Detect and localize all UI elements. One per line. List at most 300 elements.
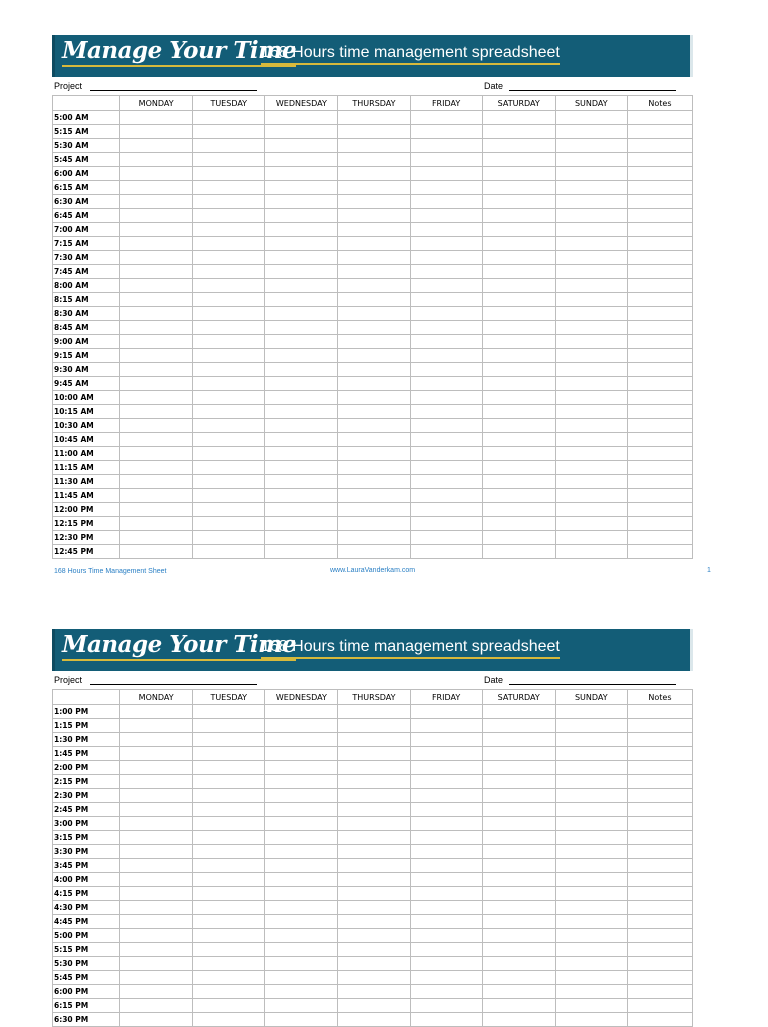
schedule-cell[interactable] [410, 433, 482, 447]
schedule-cell[interactable] [265, 153, 338, 167]
schedule-cell[interactable] [410, 209, 482, 223]
schedule-cell[interactable] [338, 887, 410, 901]
schedule-cell[interactable] [627, 733, 692, 747]
schedule-cell[interactable] [265, 887, 338, 901]
schedule-cell[interactable] [265, 859, 338, 873]
schedule-cell[interactable] [555, 719, 627, 733]
schedule-cell[interactable] [120, 929, 193, 943]
schedule-cell[interactable] [410, 349, 482, 363]
schedule-cell[interactable] [555, 761, 627, 775]
schedule-cell[interactable] [482, 985, 555, 999]
schedule-cell[interactable] [338, 391, 410, 405]
schedule-cell[interactable] [410, 789, 482, 803]
schedule-cell[interactable] [555, 167, 627, 181]
schedule-cell[interactable] [338, 279, 410, 293]
schedule-cell[interactable] [482, 517, 555, 531]
schedule-cell[interactable] [482, 545, 555, 559]
schedule-cell[interactable] [120, 321, 193, 335]
schedule-cell[interactable] [482, 489, 555, 503]
schedule-cell[interactable] [555, 377, 627, 391]
schedule-cell[interactable] [338, 195, 410, 209]
schedule-cell[interactable] [193, 803, 265, 817]
schedule-cell[interactable] [193, 237, 265, 251]
schedule-cell[interactable] [627, 419, 692, 433]
schedule-cell[interactable] [555, 517, 627, 531]
schedule-cell[interactable] [193, 363, 265, 377]
schedule-cell[interactable] [120, 1013, 193, 1027]
schedule-cell[interactable] [410, 279, 482, 293]
schedule-cell[interactable] [120, 125, 193, 139]
schedule-cell[interactable] [627, 747, 692, 761]
schedule-cell[interactable] [555, 817, 627, 831]
schedule-cell[interactable] [555, 433, 627, 447]
schedule-cell[interactable] [482, 209, 555, 223]
schedule-cell[interactable] [265, 405, 338, 419]
schedule-cell[interactable] [193, 971, 265, 985]
schedule-cell[interactable] [120, 251, 193, 265]
schedule-cell[interactable] [193, 747, 265, 761]
schedule-cell[interactable] [338, 139, 410, 153]
schedule-cell[interactable] [193, 475, 265, 489]
schedule-cell[interactable] [410, 475, 482, 489]
schedule-cell[interactable] [482, 943, 555, 957]
schedule-cell[interactable] [193, 545, 265, 559]
schedule-cell[interactable] [555, 363, 627, 377]
schedule-cell[interactable] [627, 957, 692, 971]
schedule-cell[interactable] [627, 251, 692, 265]
schedule-cell[interactable] [627, 335, 692, 349]
schedule-cell[interactable] [193, 943, 265, 957]
schedule-cell[interactable] [555, 545, 627, 559]
schedule-cell[interactable] [555, 237, 627, 251]
schedule-cell[interactable] [410, 531, 482, 545]
schedule-cell[interactable] [627, 971, 692, 985]
schedule-cell[interactable] [555, 293, 627, 307]
schedule-cell[interactable] [120, 419, 193, 433]
schedule-cell[interactable] [627, 363, 692, 377]
schedule-cell[interactable] [120, 433, 193, 447]
schedule-cell[interactable] [627, 167, 692, 181]
schedule-cell[interactable] [482, 111, 555, 125]
schedule-cell[interactable] [627, 929, 692, 943]
schedule-cell[interactable] [410, 1013, 482, 1027]
schedule-cell[interactable] [120, 139, 193, 153]
schedule-cell[interactable] [482, 887, 555, 901]
schedule-cell[interactable] [627, 901, 692, 915]
schedule-cell[interactable] [410, 943, 482, 957]
schedule-cell[interactable] [482, 957, 555, 971]
date-field[interactable] [509, 90, 676, 91]
schedule-cell[interactable] [627, 405, 692, 419]
schedule-cell[interactable] [120, 705, 193, 719]
schedule-cell[interactable] [555, 1013, 627, 1027]
schedule-cell[interactable] [338, 719, 410, 733]
schedule-cell[interactable] [120, 209, 193, 223]
schedule-cell[interactable] [265, 915, 338, 929]
schedule-cell[interactable] [338, 957, 410, 971]
schedule-cell[interactable] [627, 503, 692, 517]
schedule-cell[interactable] [265, 943, 338, 957]
schedule-cell[interactable] [627, 433, 692, 447]
schedule-cell[interactable] [338, 531, 410, 545]
schedule-cell[interactable] [265, 181, 338, 195]
schedule-cell[interactable] [410, 887, 482, 901]
schedule-cell[interactable] [410, 859, 482, 873]
schedule-cell[interactable] [120, 405, 193, 419]
schedule-cell[interactable] [265, 489, 338, 503]
schedule-cell[interactable] [482, 999, 555, 1013]
schedule-cell[interactable] [338, 873, 410, 887]
schedule-cell[interactable] [193, 111, 265, 125]
schedule-cell[interactable] [482, 915, 555, 929]
schedule-cell[interactable] [555, 915, 627, 929]
schedule-cell[interactable] [482, 377, 555, 391]
schedule-cell[interactable] [410, 391, 482, 405]
schedule-cell[interactable] [338, 545, 410, 559]
schedule-cell[interactable] [627, 517, 692, 531]
schedule-cell[interactable] [193, 985, 265, 999]
schedule-cell[interactable] [627, 915, 692, 929]
schedule-cell[interactable] [193, 279, 265, 293]
schedule-cell[interactable] [193, 817, 265, 831]
schedule-cell[interactable] [338, 747, 410, 761]
schedule-cell[interactable] [338, 307, 410, 321]
schedule-cell[interactable] [193, 901, 265, 915]
schedule-cell[interactable] [555, 447, 627, 461]
schedule-cell[interactable] [338, 817, 410, 831]
schedule-cell[interactable] [482, 831, 555, 845]
schedule-cell[interactable] [338, 859, 410, 873]
schedule-cell[interactable] [555, 803, 627, 817]
schedule-cell[interactable] [338, 419, 410, 433]
schedule-cell[interactable] [482, 195, 555, 209]
schedule-cell[interactable] [482, 719, 555, 733]
schedule-cell[interactable] [120, 377, 193, 391]
schedule-cell[interactable] [193, 447, 265, 461]
schedule-cell[interactable] [627, 349, 692, 363]
schedule-cell[interactable] [410, 293, 482, 307]
schedule-cell[interactable] [410, 321, 482, 335]
schedule-cell[interactable] [482, 279, 555, 293]
schedule-cell[interactable] [338, 349, 410, 363]
schedule-cell[interactable] [482, 789, 555, 803]
schedule-cell[interactable] [482, 237, 555, 251]
schedule-cell[interactable] [193, 929, 265, 943]
schedule-cell[interactable] [338, 153, 410, 167]
schedule-cell[interactable] [555, 251, 627, 265]
schedule-cell[interactable] [482, 817, 555, 831]
schedule-cell[interactable] [193, 705, 265, 719]
schedule-cell[interactable] [410, 139, 482, 153]
schedule-cell[interactable] [265, 237, 338, 251]
schedule-cell[interactable] [265, 419, 338, 433]
schedule-cell[interactable] [265, 957, 338, 971]
schedule-cell[interactable] [555, 957, 627, 971]
schedule-cell[interactable] [410, 195, 482, 209]
schedule-cell[interactable] [627, 859, 692, 873]
schedule-cell[interactable] [627, 803, 692, 817]
schedule-cell[interactable] [338, 761, 410, 775]
schedule-cell[interactable] [193, 125, 265, 139]
schedule-cell[interactable] [120, 363, 193, 377]
schedule-cell[interactable] [555, 321, 627, 335]
schedule-cell[interactable] [482, 363, 555, 377]
schedule-cell[interactable] [120, 999, 193, 1013]
schedule-cell[interactable] [410, 335, 482, 349]
schedule-cell[interactable] [627, 489, 692, 503]
schedule-cell[interactable] [410, 265, 482, 279]
schedule-cell[interactable] [555, 887, 627, 901]
schedule-cell[interactable] [193, 831, 265, 845]
schedule-cell[interactable] [193, 167, 265, 181]
schedule-cell[interactable] [120, 489, 193, 503]
schedule-cell[interactable] [120, 265, 193, 279]
schedule-cell[interactable] [193, 153, 265, 167]
schedule-cell[interactable] [193, 293, 265, 307]
schedule-cell[interactable] [627, 265, 692, 279]
schedule-cell[interactable] [265, 265, 338, 279]
schedule-cell[interactable] [410, 761, 482, 775]
schedule-cell[interactable] [555, 125, 627, 139]
schedule-cell[interactable] [555, 279, 627, 293]
schedule-cell[interactable] [555, 943, 627, 957]
schedule-cell[interactable] [265, 349, 338, 363]
schedule-cell[interactable] [265, 125, 338, 139]
schedule-cell[interactable] [482, 349, 555, 363]
schedule-cell[interactable] [265, 831, 338, 845]
schedule-cell[interactable] [265, 789, 338, 803]
schedule-cell[interactable] [555, 391, 627, 405]
schedule-cell[interactable] [193, 775, 265, 789]
schedule-cell[interactable] [555, 747, 627, 761]
schedule-cell[interactable] [410, 307, 482, 321]
schedule-cell[interactable] [120, 845, 193, 859]
schedule-cell[interactable] [338, 125, 410, 139]
schedule-cell[interactable] [410, 237, 482, 251]
schedule-cell[interactable] [338, 985, 410, 999]
schedule-cell[interactable] [338, 489, 410, 503]
schedule-cell[interactable] [482, 419, 555, 433]
schedule-cell[interactable] [120, 167, 193, 181]
schedule-cell[interactable] [338, 915, 410, 929]
schedule-cell[interactable] [193, 531, 265, 545]
schedule-cell[interactable] [627, 391, 692, 405]
schedule-cell[interactable] [482, 531, 555, 545]
schedule-cell[interactable] [265, 733, 338, 747]
schedule-cell[interactable] [338, 845, 410, 859]
schedule-cell[interactable] [193, 419, 265, 433]
schedule-cell[interactable] [193, 517, 265, 531]
schedule-cell[interactable] [627, 461, 692, 475]
schedule-cell[interactable] [410, 971, 482, 985]
schedule-cell[interactable] [555, 475, 627, 489]
schedule-cell[interactable] [555, 929, 627, 943]
schedule-cell[interactable] [410, 845, 482, 859]
schedule-cell[interactable] [265, 433, 338, 447]
schedule-cell[interactable] [555, 873, 627, 887]
schedule-cell[interactable] [265, 705, 338, 719]
schedule-cell[interactable] [482, 461, 555, 475]
schedule-cell[interactable] [482, 321, 555, 335]
schedule-cell[interactable] [410, 111, 482, 125]
schedule-cell[interactable] [482, 775, 555, 789]
schedule-cell[interactable] [627, 719, 692, 733]
schedule-cell[interactable] [338, 789, 410, 803]
schedule-cell[interactable] [193, 733, 265, 747]
schedule-cell[interactable] [120, 517, 193, 531]
schedule-cell[interactable] [265, 167, 338, 181]
schedule-cell[interactable] [120, 349, 193, 363]
schedule-cell[interactable] [555, 153, 627, 167]
schedule-cell[interactable] [410, 901, 482, 915]
schedule-cell[interactable] [555, 461, 627, 475]
schedule-cell[interactable] [482, 265, 555, 279]
schedule-cell[interactable] [627, 761, 692, 775]
schedule-cell[interactable] [482, 733, 555, 747]
schedule-cell[interactable] [193, 873, 265, 887]
schedule-cell[interactable] [410, 999, 482, 1013]
schedule-cell[interactable] [265, 775, 338, 789]
schedule-cell[interactable] [338, 363, 410, 377]
schedule-cell[interactable] [555, 489, 627, 503]
schedule-cell[interactable] [120, 915, 193, 929]
schedule-cell[interactable] [265, 719, 338, 733]
schedule-cell[interactable] [193, 859, 265, 873]
schedule-cell[interactable] [193, 503, 265, 517]
schedule-cell[interactable] [482, 335, 555, 349]
schedule-cell[interactable] [410, 447, 482, 461]
schedule-cell[interactable] [120, 971, 193, 985]
schedule-cell[interactable] [338, 209, 410, 223]
schedule-cell[interactable] [338, 733, 410, 747]
schedule-cell[interactable] [338, 335, 410, 349]
schedule-cell[interactable] [338, 503, 410, 517]
schedule-cell[interactable] [193, 391, 265, 405]
schedule-cell[interactable] [482, 167, 555, 181]
schedule-cell[interactable] [627, 475, 692, 489]
schedule-cell[interactable] [120, 111, 193, 125]
schedule-cell[interactable] [120, 503, 193, 517]
schedule-cell[interactable] [410, 363, 482, 377]
schedule-cell[interactable] [627, 789, 692, 803]
schedule-cell[interactable] [193, 957, 265, 971]
schedule-cell[interactable] [482, 139, 555, 153]
schedule-cell[interactable] [627, 321, 692, 335]
schedule-cell[interactable] [193, 335, 265, 349]
schedule-cell[interactable] [265, 195, 338, 209]
schedule-cell[interactable] [482, 503, 555, 517]
schedule-cell[interactable] [410, 705, 482, 719]
schedule-cell[interactable] [410, 747, 482, 761]
schedule-cell[interactable] [627, 209, 692, 223]
schedule-cell[interactable] [338, 167, 410, 181]
schedule-cell[interactable] [555, 335, 627, 349]
schedule-cell[interactable] [410, 831, 482, 845]
schedule-cell[interactable] [193, 845, 265, 859]
schedule-cell[interactable] [627, 705, 692, 719]
schedule-cell[interactable] [555, 209, 627, 223]
schedule-cell[interactable] [410, 419, 482, 433]
schedule-cell[interactable] [265, 377, 338, 391]
schedule-cell[interactable] [120, 391, 193, 405]
schedule-cell[interactable] [338, 265, 410, 279]
schedule-cell[interactable] [265, 503, 338, 517]
schedule-cell[interactable] [193, 181, 265, 195]
schedule-cell[interactable] [120, 153, 193, 167]
schedule-cell[interactable] [265, 251, 338, 265]
schedule-cell[interactable] [338, 971, 410, 985]
schedule-cell[interactable] [410, 915, 482, 929]
schedule-cell[interactable] [627, 377, 692, 391]
schedule-cell[interactable] [193, 1013, 265, 1027]
schedule-cell[interactable] [338, 111, 410, 125]
schedule-cell[interactable] [410, 489, 482, 503]
schedule-cell[interactable] [410, 405, 482, 419]
schedule-cell[interactable] [265, 531, 338, 545]
schedule-cell[interactable] [265, 747, 338, 761]
schedule-cell[interactable] [265, 209, 338, 223]
schedule-cell[interactable] [265, 999, 338, 1013]
schedule-cell[interactable] [555, 971, 627, 985]
schedule-cell[interactable] [555, 999, 627, 1013]
schedule-cell[interactable] [265, 293, 338, 307]
schedule-cell[interactable] [193, 223, 265, 237]
schedule-cell[interactable] [555, 419, 627, 433]
schedule-cell[interactable] [555, 859, 627, 873]
schedule-cell[interactable] [555, 845, 627, 859]
schedule-cell[interactable] [410, 775, 482, 789]
schedule-cell[interactable] [120, 531, 193, 545]
schedule-cell[interactable] [338, 517, 410, 531]
schedule-cell[interactable] [338, 293, 410, 307]
schedule-cell[interactable] [338, 1013, 410, 1027]
schedule-cell[interactable] [338, 377, 410, 391]
schedule-cell[interactable] [555, 349, 627, 363]
schedule-cell[interactable] [265, 223, 338, 237]
schedule-cell[interactable] [120, 461, 193, 475]
schedule-cell[interactable] [627, 153, 692, 167]
schedule-cell[interactable] [555, 503, 627, 517]
schedule-cell[interactable] [338, 181, 410, 195]
schedule-cell[interactable] [410, 125, 482, 139]
schedule-cell[interactable] [555, 307, 627, 321]
schedule-cell[interactable] [338, 433, 410, 447]
schedule-cell[interactable] [338, 251, 410, 265]
schedule-cell[interactable] [482, 475, 555, 489]
schedule-cell[interactable] [265, 873, 338, 887]
schedule-cell[interactable] [120, 761, 193, 775]
schedule-cell[interactable] [555, 405, 627, 419]
schedule-cell[interactable] [120, 181, 193, 195]
schedule-cell[interactable] [627, 293, 692, 307]
schedule-cell[interactable] [627, 223, 692, 237]
schedule-cell[interactable] [265, 517, 338, 531]
schedule-cell[interactable] [338, 901, 410, 915]
schedule-cell[interactable] [627, 237, 692, 251]
schedule-cell[interactable] [120, 545, 193, 559]
schedule-cell[interactable] [193, 489, 265, 503]
schedule-cell[interactable] [120, 873, 193, 887]
schedule-cell[interactable] [482, 929, 555, 943]
schedule-cell[interactable] [265, 111, 338, 125]
schedule-cell[interactable] [338, 475, 410, 489]
schedule-cell[interactable] [265, 363, 338, 377]
schedule-cell[interactable] [627, 985, 692, 999]
schedule-cell[interactable] [265, 901, 338, 915]
schedule-cell[interactable] [120, 803, 193, 817]
schedule-cell[interactable] [555, 789, 627, 803]
schedule-cell[interactable] [193, 377, 265, 391]
